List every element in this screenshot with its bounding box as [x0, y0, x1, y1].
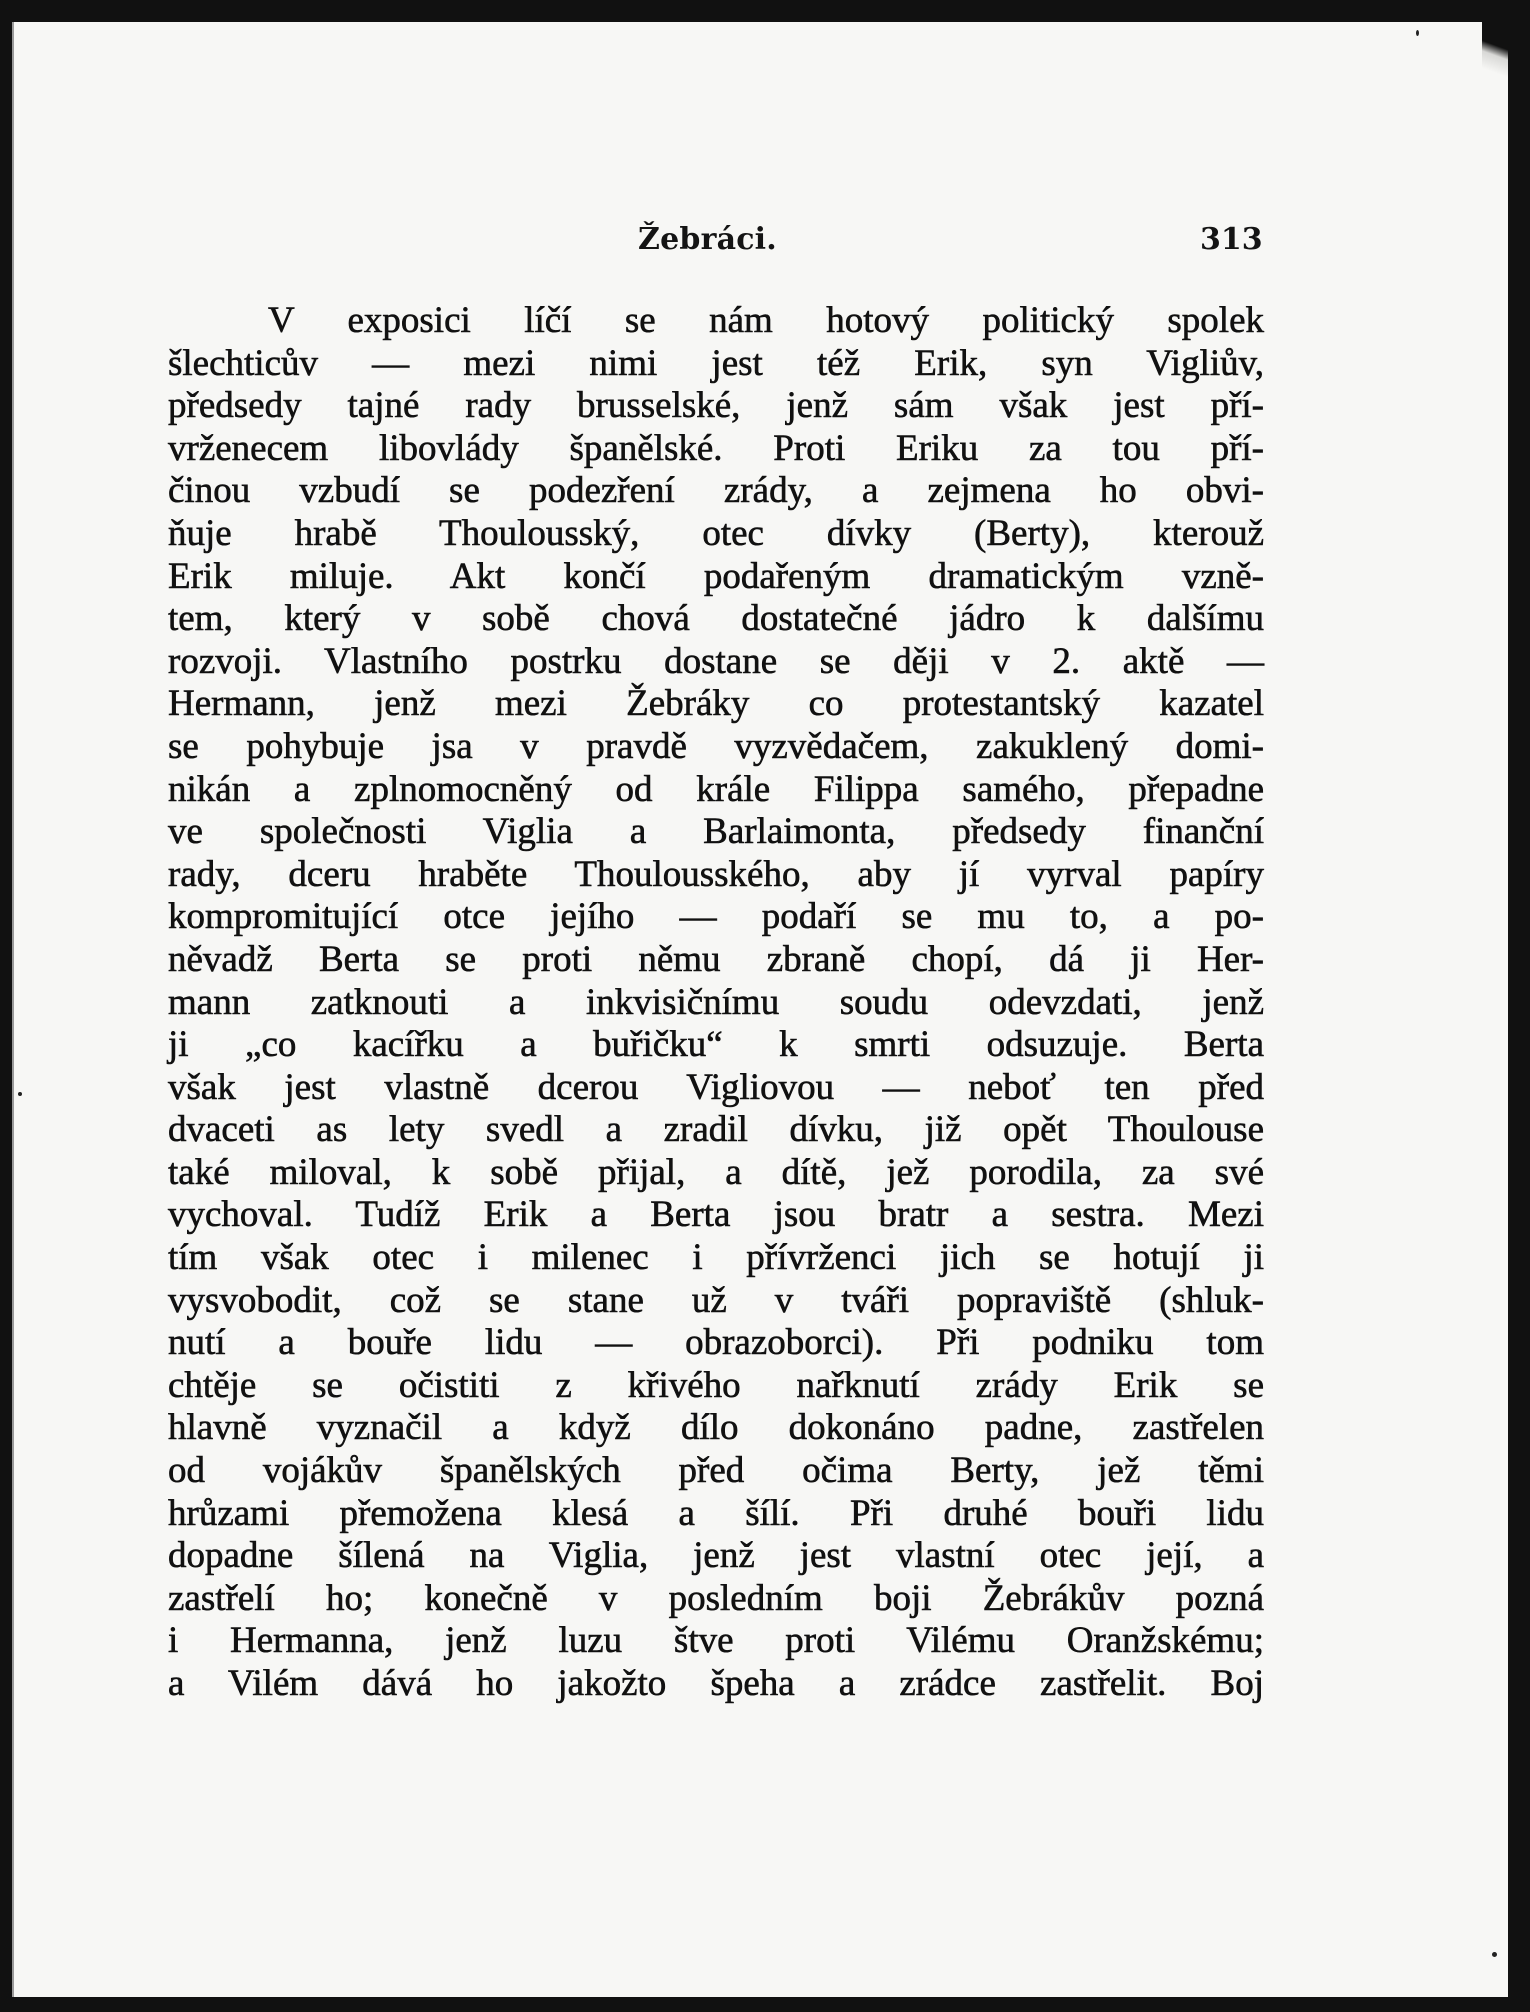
text-line: také miloval, k sobě přijal, a dítě, jež porodila, za své [168, 1151, 1264, 1193]
text-line: šlechticův — mezi nimi jest též Erik, syn Vigliův, [168, 342, 1264, 384]
text-line: Hermann, jenž mezi Žebráky co protestantský kazatel [168, 683, 1264, 725]
text-line: vrženecem libovlády španělské. Proti Eriku za tou pří- [168, 427, 1264, 469]
text-line: tím však otec i milenec i přívrženci jich se hotují ji [168, 1237, 1264, 1279]
page-corner-fold [1482, 22, 1508, 82]
text-line: mann zatknouti a inkvisičnímu soudu odevzdati, jenž [168, 981, 1264, 1023]
text-line: chtěje se očistiti z křivého nařknutí zrády Erik se [168, 1364, 1264, 1406]
text-line: vychoval. Tudíž Erik a Berta jsou bratr a sestra. Mezi [168, 1194, 1264, 1236]
text-line: zastřelí ho; konečně v posledním boji Žebrákův pozná [168, 1577, 1264, 1619]
text-line: a Vilém dává ho jakožto špeha a zrádce zastřelit. Boj [168, 1663, 1264, 1704]
text-line: vysvobodit, což se stane už v tváři popraviště (shluk- [168, 1279, 1264, 1321]
text-line: rady, dceru hraběte Thoulousského, aby jí vyrval papíry [168, 853, 1264, 895]
text-line: dvaceti as lety svedl a zradil dívku, již opět Thoulouse [168, 1109, 1264, 1151]
text-line: od vojákův španělských před očima Berty, jež těmi [168, 1450, 1264, 1492]
text-line: dopadne šílená na Viglia, jenž jest vlastní otec její, a [168, 1535, 1264, 1577]
text-line: hlavně vyznačil a když dílo dokonáno padne, zastřelen [168, 1407, 1264, 1449]
text-line: ňuje hrabě Thoulousský, otec dívky (Berty), kterouž [168, 512, 1264, 554]
page-number: 313 [1200, 222, 1263, 257]
scan-speck [1492, 1952, 1497, 1957]
page-edge-shadow [12, 22, 14, 1997]
text-line: předsedy tajné rady brusselské, jenž sám však jest pří- [168, 385, 1264, 427]
text-line: V exposici líčí se nám hotový politický spolek [268, 300, 1264, 341]
text-line: činou vzbudí se podezření zrády, a zejmena ho obvi- [168, 470, 1264, 512]
running-head-title: Žebráci. [638, 222, 777, 257]
text-line: něvadž Berta se proti němu zbraně chopí, dá ji Her- [168, 938, 1264, 980]
text-line: se pohybuje jsa v pravdě vyzvědačem, zakuklený domi- [168, 725, 1264, 767]
text-line: i Hermanna, jenž luzu štve proti Vilému Oranžskému; [168, 1620, 1264, 1662]
text-line: nikán a zplnomocněný od krále Filippa samého, přepadne [168, 768, 1264, 810]
text-line: tem, který v sobě chová dostatečné jádro k dalšímu [168, 598, 1264, 640]
book-page [12, 22, 1508, 1997]
text-line: však jest vlastně dcerou Vigliovou — neboť ten před [168, 1066, 1264, 1108]
body-paragraph [168, 300, 1264, 1706]
scan-speck [18, 1092, 22, 1096]
text-line: ji „co kacířku a buřičku“ k smrti odsuzuje. Berta [168, 1024, 1264, 1066]
text-line: hrůzami přemožena klesá a šílí. Při druhé bouři lidu [168, 1492, 1264, 1534]
text-line: Erik miluje. Akt končí podařeným dramatickým vzně- [168, 555, 1264, 597]
text-line: nutí a bouře lidu — obrazoborci). Při podniku tom [168, 1322, 1264, 1364]
text-line: kompromitující otce jejího — podaří se mu to, a po- [168, 896, 1264, 938]
text-line: ve společnosti Viglia a Barlaimonta, předsedy finanční [168, 811, 1264, 853]
scan-speck [1416, 30, 1419, 36]
text-line: rozvoji. Vlastního postrku dostane se ději v 2. aktě — [168, 640, 1264, 682]
